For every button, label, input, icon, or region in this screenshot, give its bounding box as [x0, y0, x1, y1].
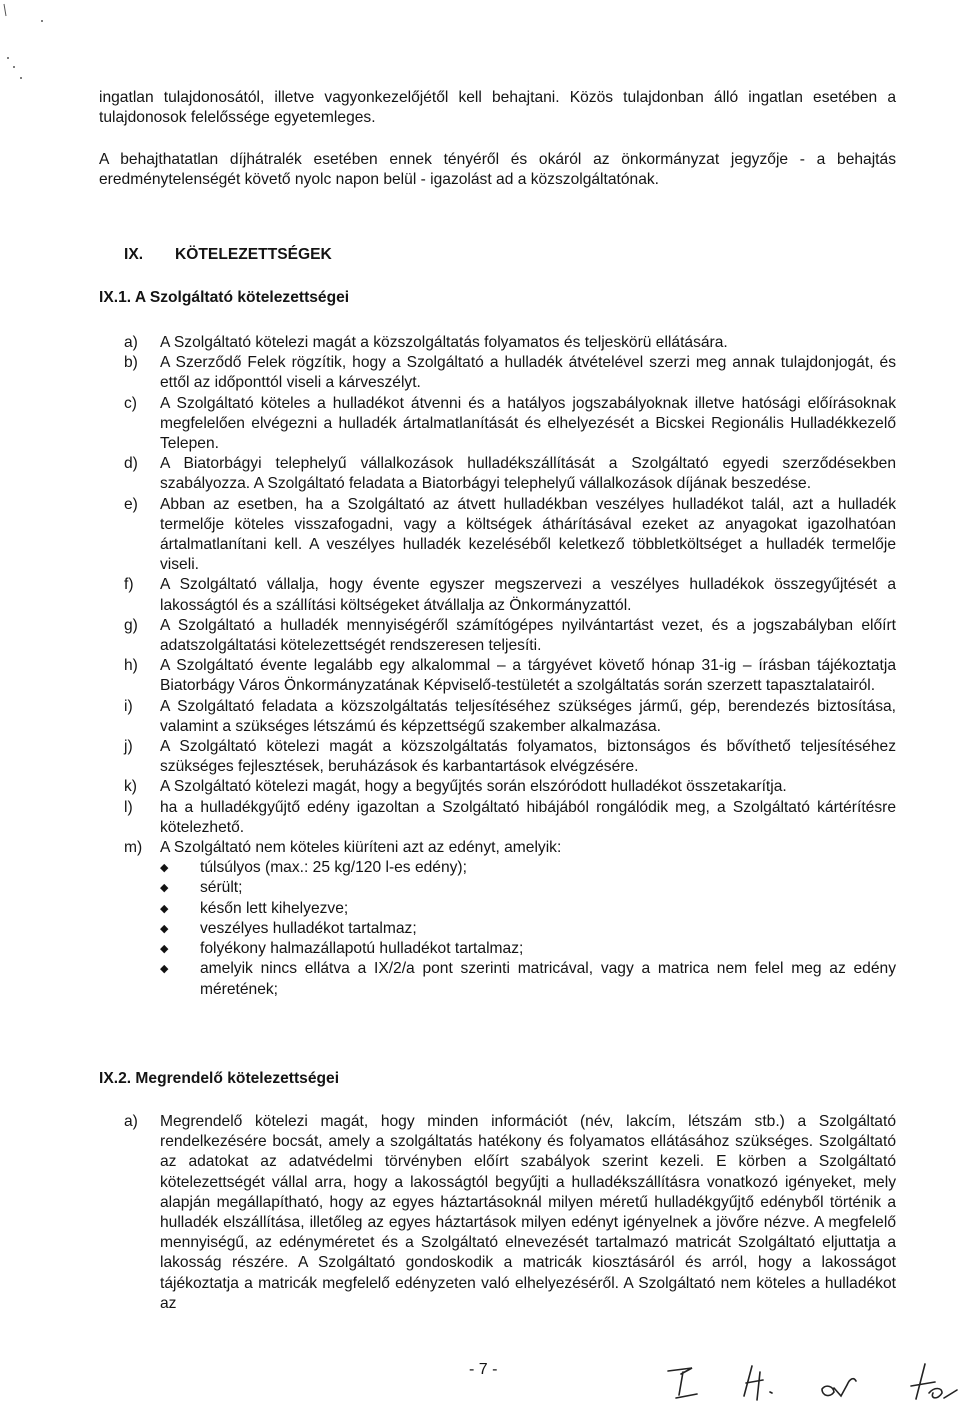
diamond-bullet-icon: ◆: [160, 963, 169, 976]
item-text: ha a hulladékgyűjtő edény igazoltan a Szolgáltató hibájából rongálódik meg, a Szolgáltató kártérítésre kötelezhető.: [160, 798, 896, 836]
item-label: a): [124, 334, 138, 351]
chapter-title: KÖTELEZETTSÉGEK: [175, 246, 332, 263]
item-label: c): [124, 394, 137, 412]
chapter-number: IX.: [124, 246, 144, 263]
intro-paragraph-2: A behajthatatlan díjhátralék esetében ennek tényéről és okáról az önkormányzat jegyzője - a behajtás eredménytelenségét követő nyolc napon belül - igazolást ad a közszolgáltatónak.: [99, 151, 896, 189]
bullet-text: veszélyes hulladékot tartalmaz;: [200, 919, 417, 937]
item-label: h): [124, 657, 138, 675]
item-text: A Szolgáltató évente legalább egy alkalommal – a tárgyévet követő hónap 31-ig – írásban tájékoztatja Biatorbágy Város Önkormányzatának Képviselő-testületét a szolgáltatás során szerzett tapasztalatairól.: [160, 657, 896, 695]
item-text: Megrendelő kötelezi magát, hogy minden információt (név, lakcím, létszám stb.) a Szolgáltató rendelkezésére bocsát, amely a szolgáltatás hatékony és folyamatos ellátásához szükséges. Szolgáltató az adatokat az adatvédelmi törvényben előírt szabályok szerint kezeli. E körben a Szolgáltató kötelezettségét vállal arra, hogy a lakosságtól begyűjti a hulladékszállításra vonatkozó igényeket, mely alapján megállapítható, hogy az egyes háztartásoknál milyen méretű hulladékgyűjtő edényből történik a hulladék elszállítása, illetőleg az egyes háztartások milyen edényt igényelnek a jövőre nézve. A megfelelő mennyiségű, az edényméretet és a Szolgáltató elnevezését tartalmazó matricát Szolgáltató eljuttatja a lakosság részére. A Szolgáltató gondoskodik a matricák kiosztásáról és arról, hogy a lakosságot tájékoztatja a matricák megfelelő edényzeten való elhelyezéséről. A Szolgáltató nem köteles a hulladékot az: [160, 1113, 896, 1312]
item-label: a): [124, 1113, 138, 1130]
item-label: e): [124, 495, 138, 513]
diamond-bullet-icon: ◆: [160, 902, 169, 915]
bullet-text: későn lett kihelyezve;: [200, 899, 349, 917]
intro-paragraph-1: ingatlan tulajdonosától, illetve vagyonkezelőjétől kell behajtani. Közös tulajdonban álló ingatlan esetében a tulajdonosok felelőssége egyetemleges.: [99, 89, 896, 127]
item-label: f): [124, 576, 134, 594]
item-text: A Szolgáltató köteles a hulladékot átvenni és a hatályos jogszabályoknak illetve hatósági előírásoknak megfelelően elvégezni a hulladék ártalmatlanítását és elhelyezését a Bicskei Regionális Hulladékkezelő Telepen.: [160, 394, 896, 453]
bullet-text: amelyik nincs ellátva a IX/2/a pont szerinti matricával, vagy a matrica nem felel meg az edény méretének;: [200, 960, 896, 998]
bullet-text: folyékony halmazállapotú hulladékot tartalmaz;: [200, 940, 524, 958]
item-text: A Szolgáltató vállalja, hogy évente egyszer megszervezi a veszélyes hulladékok összegyűjtését a lakosságtól és a szállítási költségeket átvállalja az Önkormányzattól.: [160, 576, 896, 614]
item-text: A Szolgáltató kötelezi magát a közszolgáltatás folyamatos, biztonságos és bővíthető teljesítéséhez szükséges fejlesztések, beruházások és karbantartások elvégzésére.: [160, 738, 896, 776]
item-text: Abban az esetben, ha a Szolgáltató az átvett hulladékban veszélyes hulladékot talál, azt a hulladék termelője köteles visszafogadni, vagy a költségek áthárításával ezeket az anyagokat igazolhatóan ártalmatlanítani kell. A veszélyes hulladék kezeléséből keletkező többletköltséget a hulladék termelője viseli.: [160, 495, 896, 574]
diamond-bullet-icon: ◆: [160, 862, 169, 875]
page-number: - 7 -: [469, 1361, 498, 1378]
item-label: b): [124, 354, 138, 372]
section-1-title: IX.1. A Szolgáltató kötelezettségei: [99, 289, 350, 306]
bullet-text: túlsúlyos (max.: 25 kg/120 l-es edény);: [200, 859, 467, 877]
item-text: A Szerződő Felek rögzítik, hogy a Szolgáltató a hulladék átvételével szerzi meg annak tulajdonjogát, és ettől az időponttól viseli a kárveszélyt.: [160, 354, 896, 392]
bullet-text: sérült;: [200, 879, 243, 897]
diamond-bullet-icon: ◆: [160, 882, 169, 895]
item-text: A Szolgáltató kötelezi magát, hogy a begyűjtés során elszóródott hulladékot összetakarítja.: [160, 778, 787, 796]
item-label: i): [124, 697, 133, 715]
item-text: A Biatorbágyi telephelyű vállalkozások hulladékszállítását a Szolgáltató egyedi szerződésekben szabályozza. A Szolgáltató feladata a Biatorbágyi telephelyű vállalkozások díjának beszedése.: [160, 455, 896, 493]
item-label: d): [124, 455, 138, 473]
item-text: A Szolgáltató nem köteles kiüríteni azt az edényt, amelyik:: [160, 839, 562, 857]
item-text: A Szolgáltató feladata a közszolgáltatás teljesítéséhez szükséges jármű, gép, berendezés biztosítása, valamint a szükséges létszámú és képzettségű szakember alkalmazása.: [160, 697, 896, 735]
item-label: g): [124, 616, 138, 634]
section-2-title: IX.2. Megrendelő kötelezettségei: [99, 1070, 340, 1087]
item-label: k): [124, 778, 137, 796]
item-label: j): [124, 738, 133, 756]
diamond-bullet-icon: ◆: [160, 922, 169, 935]
diamond-bullet-icon: ◆: [160, 943, 169, 956]
item-label: l): [124, 798, 133, 816]
item-text: A Szolgáltató kötelezi magát a közszolgáltatás folyamatos és teljeskörü ellátására.: [160, 334, 728, 351]
item-label: m): [124, 839, 143, 857]
item-text: A Szolgáltató a hulladék mennyiségéről számítógépes nyilvántartást vezet, és a jogszabályban előírt adatszolgáltatási kötelezettségét rendszeresen teljesíti.: [160, 616, 896, 655]
